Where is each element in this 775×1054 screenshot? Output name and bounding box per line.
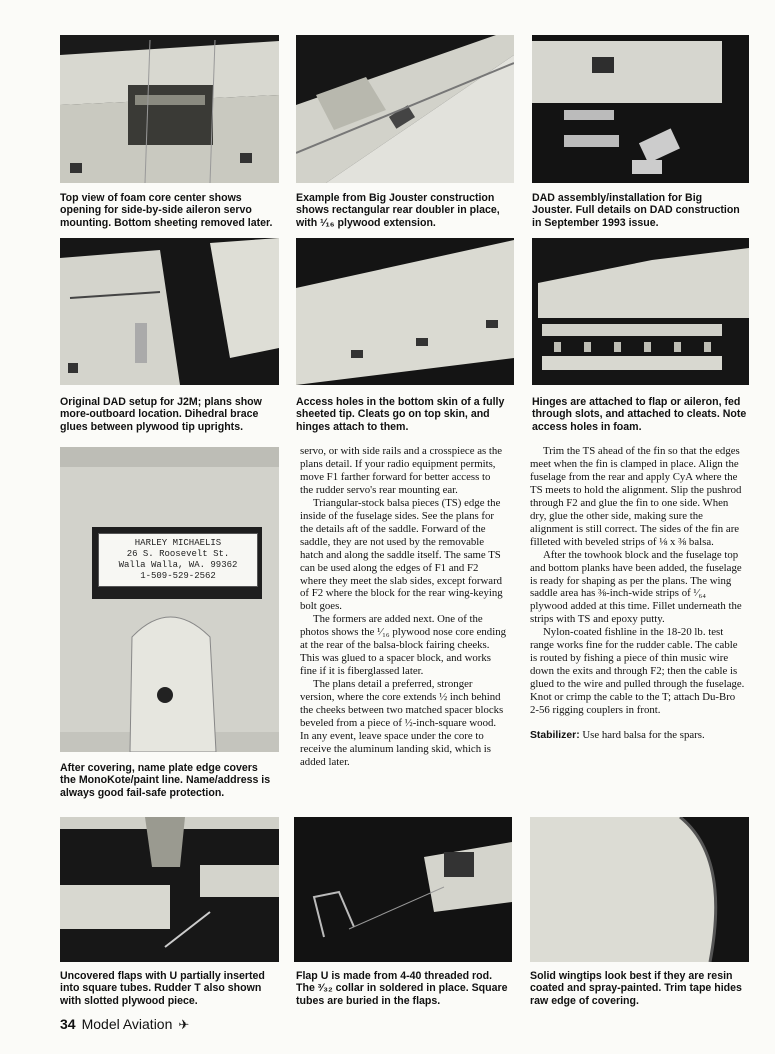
caption-line: glues between plywood tip uprights. bbox=[60, 420, 244, 433]
photo-access-drawing bbox=[296, 238, 514, 385]
paragraph: servo, or with side rails and a crosspiece as the plans detail. If your radio equipment permits, move F1 farther forward for better access to the rudder servo's rear mounting ear. bbox=[300, 445, 503, 496]
caption-uncovered-flaps bbox=[60, 970, 280, 1007]
caption-access-holes bbox=[296, 396, 514, 433]
caption-j2m bbox=[60, 396, 280, 433]
photo-doubler-drawing bbox=[296, 35, 514, 183]
photo-uncovered-flaps bbox=[60, 817, 279, 962]
caption-line: Flap U is made from 4-40 threaded rod. bbox=[296, 970, 493, 982]
nameplate-card bbox=[98, 533, 258, 587]
photo-j2m-drawing bbox=[60, 238, 279, 385]
caption-line: raw edge of covering. bbox=[530, 994, 639, 1007]
paragraph: The plans detail a preferred, stronger version, where the core extends ½ inch behind the cheeks between two matched spacer blocks beveled from a piece of ½-inch-square wood. In any event, leave space under the core to receive the aluminum landing skid, which is added later. bbox=[300, 678, 504, 768]
caption-dad-assembly bbox=[532, 192, 749, 229]
page-number: 34 bbox=[60, 1016, 76, 1032]
caption-line: hinges attach to them. bbox=[296, 420, 409, 433]
photo-name-plate bbox=[60, 447, 279, 752]
caption-line: tubes are buried in the flaps. bbox=[296, 994, 441, 1007]
caption-line: coated and spray-painted. Trim tape hides bbox=[530, 982, 742, 995]
caption-line: sheeted tip. Cleats go on top skin, and bbox=[296, 408, 490, 421]
article-column-right bbox=[530, 445, 745, 743]
photo-access-holes bbox=[296, 238, 514, 385]
paragraph: After the towhook block and the fuselage top and bottom planks have been added, the fuselage is ready for shaping as per the plans. The wing saddle area has ⅜-inch-wide strips of ¹⁄₆₄ plywood added at this time. Fillet underneath the strips with TS and epoxy putty. bbox=[530, 548, 742, 626]
paragraph: Nylon-coated fishline in the 18-20 lb. test range works fine for the rudder cable. The cable is routed by fishing a piece of thin music wire down the exits and through F2; then the cable is glued to the wire and pulled through the fuselage. Knot or crimp the cable to the T; attach Du-Bro 2-56 rigging couplers in front. bbox=[530, 626, 745, 717]
nameplate-line: 26 S. Roosevelt St. bbox=[126, 549, 230, 559]
caption-line: in September 1993 issue. bbox=[532, 216, 659, 229]
photo-hinges-cleats bbox=[532, 238, 749, 385]
photo-flaps-drawing bbox=[60, 817, 279, 962]
photo-solid-wingtips bbox=[530, 817, 749, 962]
caption-line: Uncovered flaps with U partially inserted bbox=[60, 970, 265, 982]
caption-line: access holes in foam. bbox=[532, 420, 642, 433]
nameplate-line: 1-509-529-2562 bbox=[140, 571, 216, 581]
caption-line: opening for side-by-side aileron servo bbox=[60, 204, 252, 217]
photo-big-jouster-doubler bbox=[296, 35, 514, 183]
caption-big-jouster bbox=[296, 192, 514, 229]
caption-line: Solid wingtips look best if they are resin bbox=[530, 970, 733, 982]
caption-line: with slotted plywood piece. bbox=[60, 994, 198, 1007]
caption-line: always good fail-safe protection. bbox=[60, 786, 225, 799]
caption-line: DAD assembly/installation for Big bbox=[532, 192, 703, 204]
caption-line: mounting. Bottom sheeting removed later. bbox=[60, 216, 273, 229]
stabilizer-paragraph bbox=[530, 729, 745, 743]
caption-line: Example from Big Jouster construction bbox=[296, 192, 495, 204]
caption-line: through slots, and attached to cleats. Note bbox=[532, 408, 747, 421]
caption-line: The ³⁄₃₂ collar in soldered in place. Square bbox=[296, 982, 508, 995]
photo-foam-core-center bbox=[60, 35, 279, 183]
photo-hinges-drawing bbox=[532, 238, 749, 385]
nameplate-line: Walla Walla, WA. 99362 bbox=[118, 560, 238, 570]
photo-dad-drawing bbox=[532, 35, 749, 183]
photo-flap-u bbox=[294, 817, 512, 962]
caption-line: Hinges are attached to flap or aileron, fed bbox=[532, 396, 741, 408]
nameplate-line: HARLEY MICHAELIS bbox=[134, 538, 222, 548]
paragraph: Trim the TS ahead of the fin so that the edges meet when the fin is clamped in place. Align the fuselage from the rear and apply CyA where the TS meets to hold the alignment. Slip the pushrod through F2 and glue the fin to one side. When dry, glue the other side, making sure the alignment is still correct. The sides of the fin are filleted with beveled strips of ⅛ x ⅜ balsa. bbox=[530, 445, 742, 548]
caption-foam-core bbox=[60, 192, 280, 229]
caption-solid-wingtips bbox=[530, 970, 749, 1007]
caption-line: the MonoKote/paint line. Name/address is bbox=[60, 774, 271, 787]
photo-dad-setup-j2m bbox=[60, 238, 279, 385]
page-footer bbox=[60, 1016, 189, 1033]
caption-hinges bbox=[532, 396, 749, 433]
subhead-stabilizer: Stabilizer: bbox=[530, 730, 580, 742]
article-column-middle bbox=[300, 445, 506, 769]
caption-line: more-outboard location. Dihedral brace bbox=[60, 408, 259, 421]
magazine-name: Model Aviation bbox=[81, 1016, 173, 1032]
stabilizer-text: Use hard balsa for the spars. bbox=[579, 729, 705, 742]
paragraph: The formers are added next. One of the photos shows the ¹⁄₁₆ plywood nose core ending at the rear of the balsa-block fairing cheeks. This was glued to a spacer block, and works fine if it is fiberglassed later. bbox=[300, 613, 506, 678]
airplane-icon: ✈ bbox=[178, 1017, 190, 1032]
caption-line: with ¹⁄₁₆ plywood extension. bbox=[296, 216, 436, 229]
photo-foam-core-drawing bbox=[60, 35, 279, 183]
caption-line: Top view of foam core center shows bbox=[60, 192, 242, 204]
photo-nameplate-drawing bbox=[60, 447, 279, 752]
caption-line: shows rectangular rear doubler in place, bbox=[296, 204, 500, 217]
caption-line: Jouster. Full details on DAD construction bbox=[532, 204, 740, 217]
caption-name-plate bbox=[60, 762, 280, 799]
caption-line: Original DAD setup for J2M; plans show bbox=[60, 396, 262, 408]
paragraph: Triangular-stock balsa pieces (TS) edge the inside of the fuselage sides. See the plans for the details aft of the saddle. Forward of the saddle, they are not used by the removable hatch and along the saddle itself. The same TS can be used along the edges of F1 and F2 where they meet the slab sides, except forward of F2 where the block for the rear wing-keying bolt goes. bbox=[300, 496, 503, 613]
caption-flap-u bbox=[296, 970, 514, 1007]
caption-line: After covering, name plate edge covers bbox=[60, 762, 258, 774]
photo-flap-u-drawing bbox=[294, 817, 512, 962]
caption-line: into square tubes. Rudder T also shown bbox=[60, 982, 262, 995]
caption-line: Access holes in the bottom skin of a fully bbox=[296, 396, 505, 408]
photo-dad-assembly bbox=[532, 35, 749, 183]
photo-wingtip-drawing bbox=[530, 817, 749, 962]
